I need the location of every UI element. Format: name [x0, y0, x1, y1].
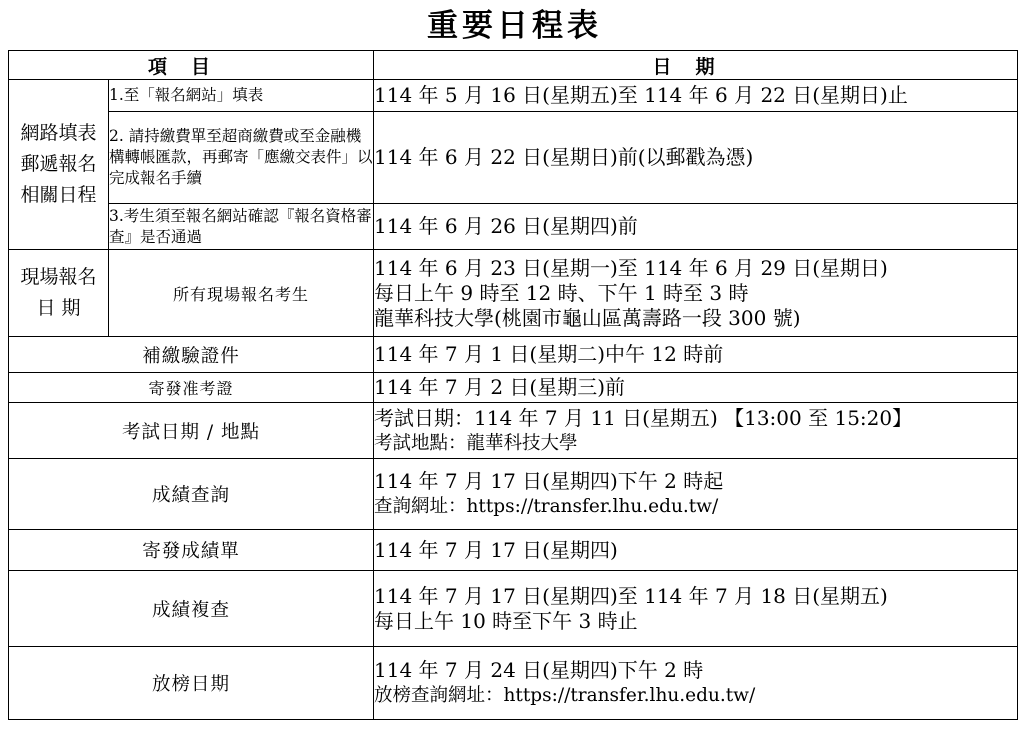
row-date: 考試日期：114 年 7 月 11 日(星期五) 【13:00 至 15:20】 考試地點：龍華科技大學 [374, 403, 1018, 459]
table-row [9, 530, 1018, 571]
step-date: 114 年 6 月 22 日(星期日)前(以郵戳為憑) [374, 112, 1018, 204]
schedule-table [8, 50, 1018, 720]
header-date: 日期 [374, 51, 1018, 80]
step-item: 2. 請持繳費單至超商繳費或至金融機構轉帳匯款，再郵寄「應繳交表件」以完成報名手續 [109, 112, 374, 204]
step-item: 3.考生須至報名網站確認『報名資格審查』是否通過 [109, 204, 374, 250]
table-row [9, 403, 1018, 459]
table-row [9, 571, 1018, 647]
row-date: 114 年 7 月 17 日(星期四) [374, 530, 1018, 571]
row-date: 114 年 7 月 17 日(星期四)至 114 年 7 月 18 日(星期五) 每日上午 10 時至下午 3 時止 [374, 571, 1018, 647]
row-date: 114 年 7 月 17 日(星期四)下午 2 時起 查詢網址：https://transfer.lhu.edu.tw/ [374, 459, 1018, 530]
table-row [9, 112, 1018, 204]
row-item: 考試日期 / 地點 [9, 403, 374, 459]
table-row [9, 459, 1018, 530]
group-label-online: 網路填表 郵遞報名 相關日程 [9, 80, 109, 250]
step-date: 114 年 6 月 26 日(星期四)前 [374, 204, 1018, 250]
row-item: 寄發准考證 [9, 373, 374, 403]
page-title: 重要日程表 [427, 8, 602, 44]
table-row [9, 80, 1018, 112]
header-item: 項目 [9, 51, 374, 80]
row-date: 114 年 7 月 24 日(星期四)下午 2 時 放榜查詢網址：https://transfer.lhu.edu.tw/ [374, 647, 1018, 720]
table-row [9, 250, 1018, 337]
table-row [9, 647, 1018, 720]
row-item: 寄發成績單 [9, 530, 374, 571]
row-item: 補繳驗證件 [9, 337, 374, 373]
row-item: 成績查詢 [9, 459, 374, 530]
onsite-date: 114 年 6 月 23 日(星期一)至 114 年 6 月 29 日(星期日) 每日上午 9 時至 12 時、下午 1 時至 3 時 龍華科技大學(桃園市龜山區萬壽路一段 300 號) [374, 250, 1018, 337]
step-date: 114 年 5 月 16 日(星期五)至 114 年 6 月 22 日(星期日)止 [374, 80, 1018, 112]
row-item: 放榜日期 [9, 647, 374, 720]
onsite-item: 所有現場報名考生 [109, 250, 374, 337]
group-label-onsite: 現場報名 日 期 [9, 250, 109, 337]
step-item: 1.至「報名網站」填表 [109, 80, 374, 112]
table-row [9, 373, 1018, 403]
header-row [9, 51, 1018, 80]
row-date: 114 年 7 月 1 日(星期二)中午 12 時前 [374, 337, 1018, 373]
row-date: 114 年 7 月 2 日(星期三)前 [374, 373, 1018, 403]
row-item: 成績複查 [9, 571, 374, 647]
table-row [9, 337, 1018, 373]
table-row [9, 204, 1018, 250]
